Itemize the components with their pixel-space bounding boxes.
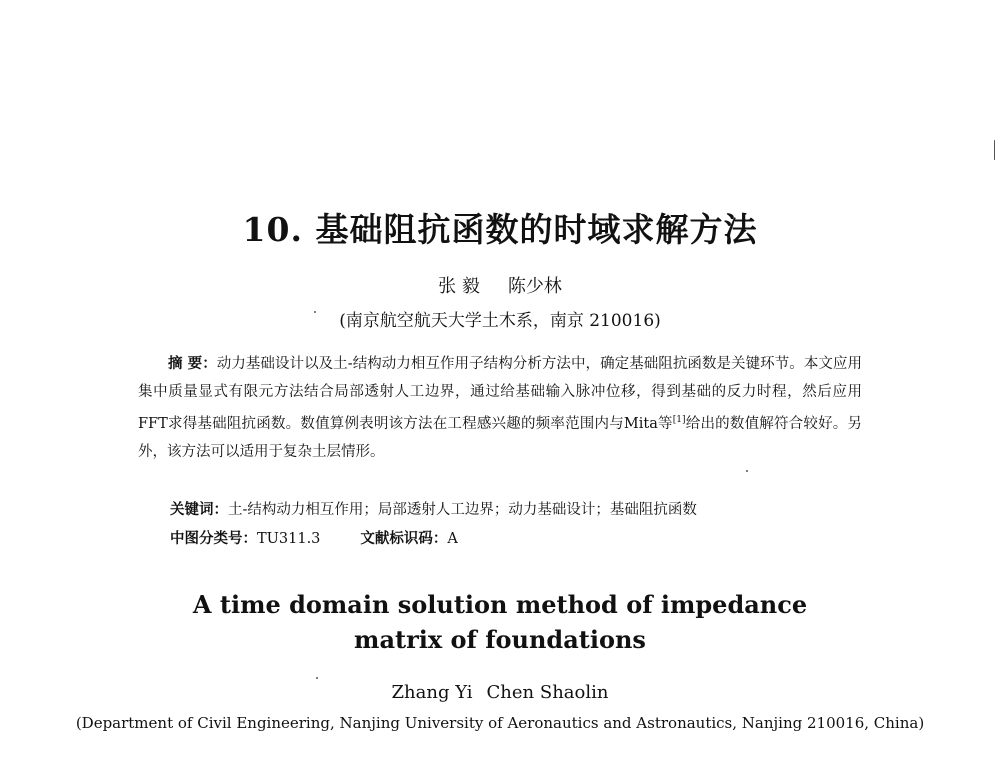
english-title-line-1: A time domain solution method of impedance — [192, 590, 808, 619]
scan-speck — [746, 470, 748, 472]
doc-code-label: 文献标识码： — [360, 530, 448, 547]
scan-speck — [314, 311, 316, 313]
english-authors — [0, 682, 1000, 703]
abstract-label: 摘 要： — [168, 355, 217, 372]
chinese-author-1: 张 毅 — [438, 276, 480, 297]
scan-speck — [316, 677, 318, 679]
keywords-line — [170, 498, 870, 519]
chinese-affiliation: (南京航空航天大学土木系，南京 210016) — [339, 311, 661, 331]
classification-line — [170, 527, 870, 548]
abstract-text: 动力基础设计以及土-结构动力相互作用子结构分析方法中，确定基础阻抗函数是关键环节。本文应用集中质量显式有限元方法结合局部透射人工边界，通过给基础输入脉冲位移，得到基础的反力时程，然后应用FFT求得基础阻抗函数。数值算例表明该方法在工程感兴趣的频率范围内与Mita等 — [138, 356, 862, 432]
english-author-2: Chen Shaolin — [486, 682, 609, 703]
keywords-value: 土-结构动力相互作用；局部透射人工边界；动力基础设计；基础阻抗函数 — [228, 502, 697, 518]
english-author-1: Zhang Yi — [391, 682, 473, 703]
keywords-label: 关键词： — [170, 501, 228, 518]
clc-value: TU311.3 — [257, 531, 321, 547]
english-title-line-2: matrix of foundations — [354, 625, 646, 654]
abstract-text-continued: 给出的数值解符合较好。另外，该方法可以适用于复杂土层情形。 — [138, 415, 863, 460]
chinese-author-2: 陈少林 — [507, 276, 562, 297]
english-title — [0, 587, 1000, 657]
chinese-authors — [0, 272, 1000, 298]
english-affiliation: (Department of Civil Engineering, Nanjing University of Aeronautics and Astronautics, Nanjing 210016, China) — [75, 714, 925, 732]
abstract-citation: [1] — [672, 415, 686, 425]
doc-code-value: A — [447, 531, 458, 547]
scan-edge-mark — [994, 140, 995, 160]
chinese-title: 10. 基础阻抗函数的时域求解方法 — [242, 210, 758, 249]
clc-label: 中图分类号： — [170, 530, 257, 547]
chinese-abstract — [138, 350, 862, 466]
